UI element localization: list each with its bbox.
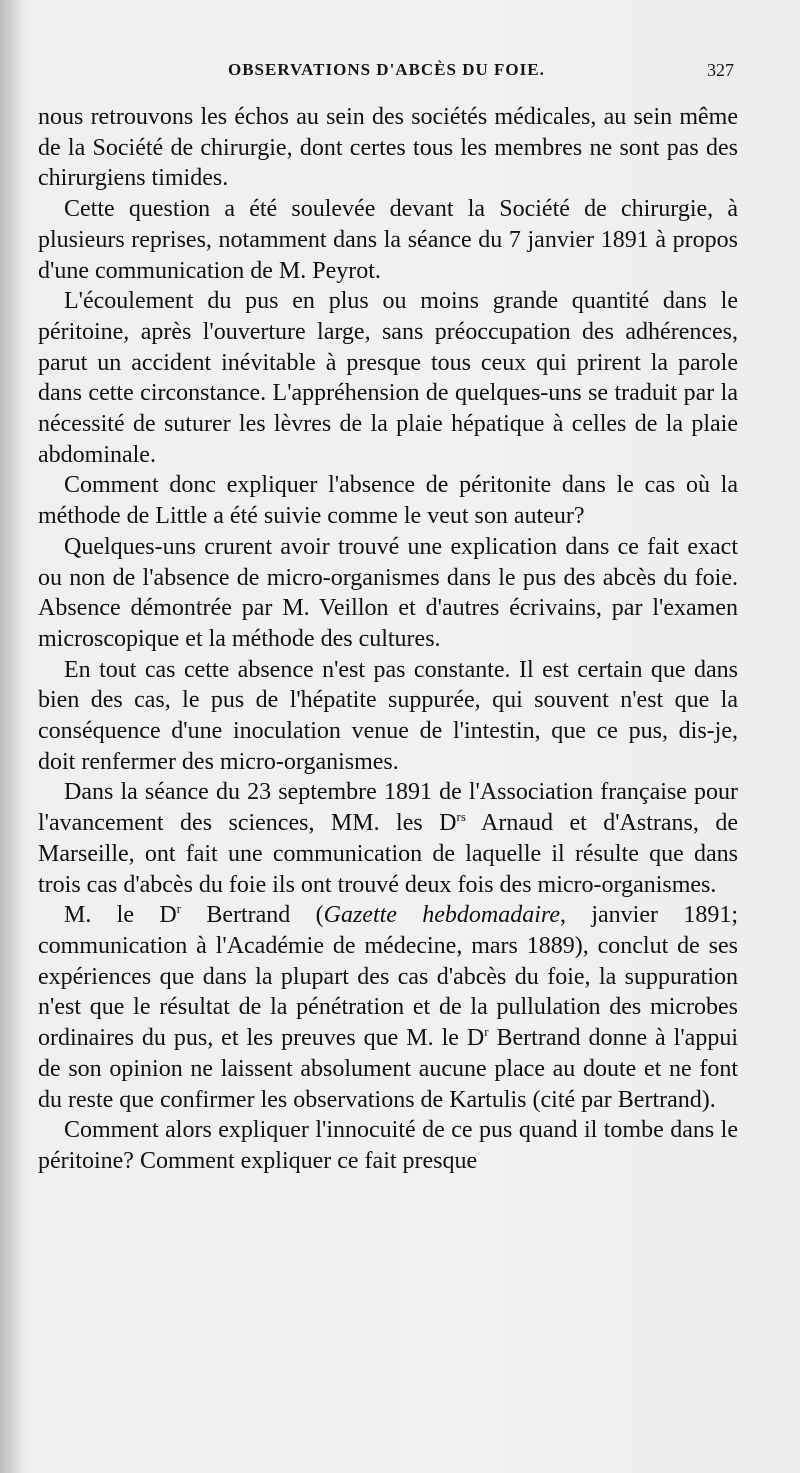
text-run: Arnaud et d'Astrans, de Marseille, ont fait une communication de laquelle il résulte que dans trois cas d'abcès du foie ils ont trouvé deux fois des micro-organismes.: [38, 810, 738, 898]
paragraph: Cette question a été soulevée devant la Société de chirurgie, à plusieurs reprises, notamment dans la séance du 7 janvier 1891 à propos d'une communication de M. Peyrot.: [38, 196, 738, 284]
paragraph-continued: nous retrouvons les échos au sein des sociétés médicales, au sein même de la Société de chirurgie, dont certes tous les membres ne sont pas des chirurgiens timides.: [38, 104, 738, 192]
paragraph: L'écoulement du pus en plus ou moins grande quantité dans le péritoine, après l'ouverture large, sans préoccupation des adhérences, parut un accident inévitable à presque tous ceux qui prirent la parole dans cette circonstance. L'appréhension de quelques-uns se traduit par la nécessité de suturer les lèvres de la plaie hépatique à celles de la plaie abdominale.: [38, 288, 738, 468]
page-number: 327: [707, 60, 734, 80]
running-title: OBSERVATIONS D'ABCÈS DU FOIE.: [228, 60, 545, 79]
text-run: Dans la séance du 23 septembre 1891 de l'Association française pour l'avancement des sciences, MM. les D: [38, 779, 738, 837]
text-run: Bertrand donne à l'appui de son opinion ne laissent absolument aucune place au doute et ne font du reste que confirmer les observations de Kartulis (cité par Bertrand).: [38, 1025, 738, 1113]
page-header: [38, 60, 738, 86]
superscript: rs: [456, 809, 466, 825]
body-text: [38, 102, 738, 1177]
text-run: , janvier 1891; communication à l'Académie de médecine, mars 1889), conclut de ses expériences que dans la plupart des cas d'abcès du foie, la suppuration n'est que le résultat de la pénétration et de la pullulation des microbes ordinaires du pus, et les preuves que M. le D: [38, 902, 738, 1052]
paragraph: En tout cas cette absence n'est pas constante. Il est certain que dans bien des cas, le pus de l'hépatite suppurée, qui souvent n'est que la conséquence d'une inoculation venue de l'intestin, que ce pus, dis-je, doit renfermer des micro-organismes.: [38, 656, 738, 775]
paragraph: Comment alors expliquer l'innocuité de ce pus quand il tombe dans le péritoine? Comment expliquer ce fait presque: [38, 1117, 738, 1174]
page-binding-shadow: [0, 0, 22, 1473]
paragraph: Comment donc expliquer l'absence de péritonite dans le cas où la méthode de Little a été suivie comme le veut son auteur?: [38, 472, 738, 530]
text-run: Bertrand (: [181, 902, 324, 929]
text-run: M. le D: [64, 902, 177, 929]
paragraph: Quelques-uns crurent avoir trouvé une explication dans ce fait exact ou non de l'absence de micro-organismes dans le pus des abcès du foie. Absence démontrée par M. Veillon et d'autres écrivains, par l'examen microscopique et la méthode des cultures.: [38, 533, 738, 652]
journal-title: Gazette hebdomadaire: [323, 902, 561, 929]
superscript: r: [484, 1024, 489, 1040]
paragraph: [38, 777, 738, 900]
superscript: r: [176, 901, 181, 917]
paragraph: [38, 900, 738, 1115]
